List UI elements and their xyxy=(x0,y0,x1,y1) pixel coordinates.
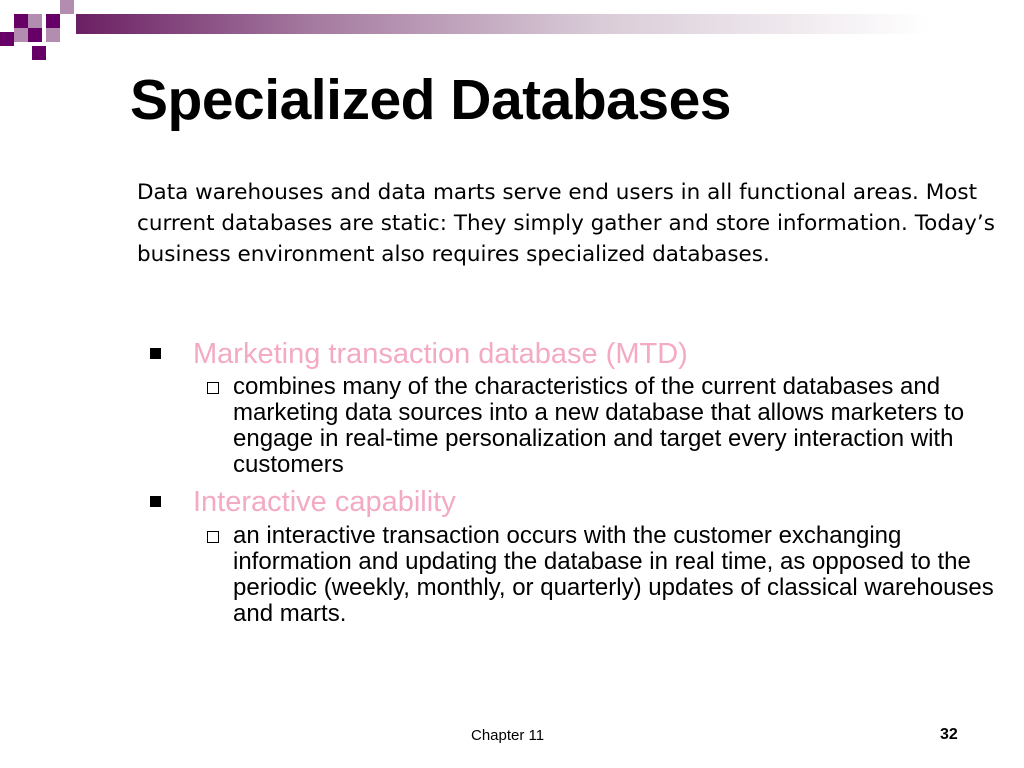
decorative-square xyxy=(46,14,60,28)
footer-chapter: Chapter 11 xyxy=(471,727,545,744)
hollow-square-bullet-icon xyxy=(207,382,219,394)
page-number: 32 xyxy=(940,726,958,743)
bullet-heading: Marketing transaction database (MTD) xyxy=(193,338,688,370)
intro-paragraph: Data warehouses and data marts serve end users in all functional areas. Most current databases are static: They simply gather and store information. Today’s business environment also requires specialized databases. xyxy=(137,180,995,267)
sub-bullet-text: combines many of the characteristics of the current databases and marketing data sources into a new database that allows marketers to engage in real-time personalization and target every interaction with customers xyxy=(233,373,965,478)
square-bullet-icon xyxy=(150,348,161,359)
decorative-square xyxy=(14,14,28,28)
decorative-square xyxy=(60,0,74,14)
decorative-square xyxy=(28,28,42,42)
square-bullet-icon xyxy=(150,496,161,507)
decorative-square xyxy=(14,28,28,42)
slide-title: Specialized Databases xyxy=(130,68,731,132)
bullet-heading: Interactive capability xyxy=(193,486,456,518)
decorative-header-band xyxy=(0,0,1024,34)
decorative-square xyxy=(28,14,42,28)
decorative-square xyxy=(0,32,14,46)
decorative-square xyxy=(32,46,46,60)
hollow-square-bullet-icon xyxy=(207,531,219,543)
sub-bullet-text: an interactive transaction occurs with the customer exchanging information and updating the database in real time, as opposed to the periodic (weekly, monthly, or quarterly) updates of classical warehouses and marts. xyxy=(233,522,994,627)
decorative-square xyxy=(46,28,60,42)
gradient-bar xyxy=(76,14,1024,34)
